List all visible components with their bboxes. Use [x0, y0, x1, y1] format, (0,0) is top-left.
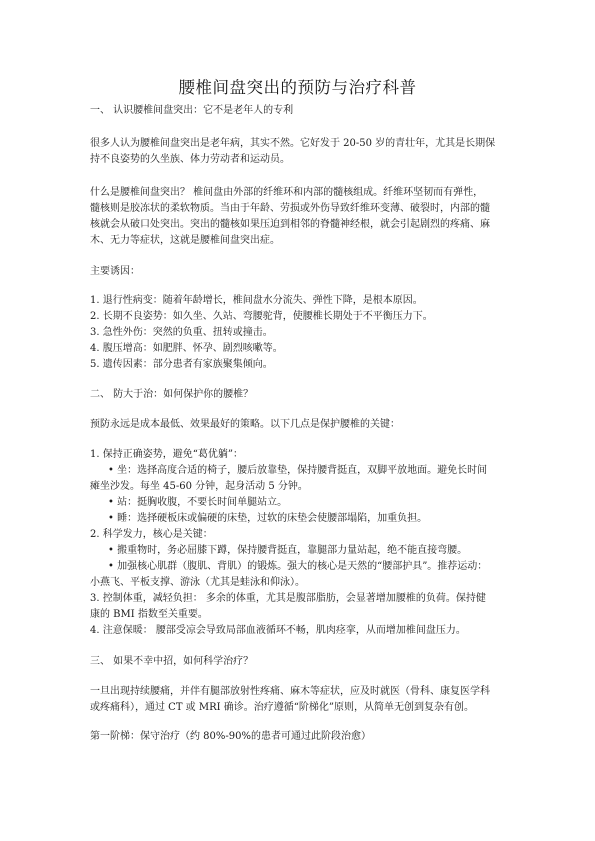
text-line: 一旦出现持续腰痛，并伴有腿部放射性疼痛、麻木等症状，应及时就医（骨科、康复医学科 — [90, 686, 490, 697]
text-line: • 睡：选择硬板床或偏硬的床垫，过软的床垫会使腰部塌陷，加重负担。 — [108, 513, 428, 524]
text-line: 髓核则是胶冻状的柔软物质。当由于年龄、劳损或外伤导致纤维环变薄、破裂时，内部的髓 — [90, 203, 490, 214]
text-line: 预防永远是成本最低、效果最好的策略。以下几点是保护腰椎的关键： — [90, 419, 400, 430]
text-line: • 站：挺胸收腹，不要长时间单腿站立。 — [108, 497, 288, 508]
text-line: 2. 科学发力，核心是关键： — [90, 529, 213, 540]
text-line: 三、 如果不幸中招，如何科学治疗？ — [90, 656, 254, 667]
text-line: 5. 遗传因素：部分患者有家族聚集倾向。 — [90, 359, 273, 370]
text-line: 什么是腰椎间盘突出？ 椎间盘由外部的纤维环和内部的髓核组成。纤维环坚韧而有弹性， — [90, 187, 484, 198]
text-line: 2. 长期不良姿势：如久坐、久站、弯腰驼背，使腰椎长期处于不平衡压力下。 — [90, 311, 433, 322]
text-line: 核就会从破口处突出。突出的髓核如果压迫到相邻的脊髓神经根，就会引起剧烈的疼痛、麻 — [90, 219, 490, 230]
text-line: 1. 退行性病变：随着年龄增长，椎间盘水分流失、弹性下降，是根本原因。 — [90, 295, 423, 306]
text-line: 3. 控制体重，减轻负担： 多余的体重，尤其是腹部脂肪，会显著增加腰椎的负荷。保持健 — [90, 593, 486, 604]
text-line: 3. 急性外伤：突然的负重、扭转或撞击。 — [90, 327, 273, 338]
text-line: 小燕飞、平板支撑、游泳（尤其是蛙泳和仰泳）。 — [90, 577, 305, 588]
text-line: 二、 防大于治：如何保护你的腰椎？ — [90, 389, 254, 400]
document-title: 腰椎间盘突出的预防与治疗科普 — [178, 78, 417, 97]
text-line: 1. 保持正确姿势，避免“葛优躺”： — [90, 449, 243, 460]
text-line: 或疼痛科），通过 CT 或 MRI 确诊。治疗遵循“阶梯化”原则，从简单无创到复杂有创。 — [90, 702, 474, 713]
text-line: • 搬重物时，务必屈膝下蹲，保持腰背挺直，靠腿部力量站起，绝不能直接弯腰。 — [108, 545, 468, 556]
text-line: 很多人认为腰椎间盘突出是老年病，其实不然。它好发于 20-50 岁的青壮年，尤其是长期保 — [90, 138, 496, 149]
text-line: • 坐：选择高度合适的椅子，腰后放靠垫，保持腰背挺直，双脚平放地面。避免长时间 — [108, 465, 488, 476]
text-line: 木、无力等症状，这就是腰椎间盘突出症。 — [90, 235, 280, 246]
text-line: 第一阶梯：保守治疗（约 80%-90%的患者可通过此阶段治愈） — [90, 731, 372, 742]
text-line: 主要诱因： — [90, 266, 140, 277]
text-line: 持不良姿势的久坐族、体力劳动者和运动员。 — [90, 154, 290, 165]
text-line: 4. 注意保暖： 腰部受凉会导致局部血液循环不畅，肌肉痉挛，从而增加椎间盘压力。 — [90, 625, 466, 636]
text-line: 一、 认识腰椎间盘突出：它不是老年人的专利 — [90, 105, 294, 116]
text-line: 康的 BMI 指数至关重要。 — [90, 609, 208, 620]
text-line: 4. 腹压增高：如肥胖、怀孕、剧烈咳嗽等。 — [90, 343, 283, 354]
text-line: • 加强核心肌群（腹肌、背肌）的锻炼。强大的核心是天然的“腰部护具”。推荐运动： — [108, 561, 488, 572]
text-line: 瘫坐沙发。每坐 45-60 分钟，起身活动 5 分钟。 — [90, 481, 308, 492]
